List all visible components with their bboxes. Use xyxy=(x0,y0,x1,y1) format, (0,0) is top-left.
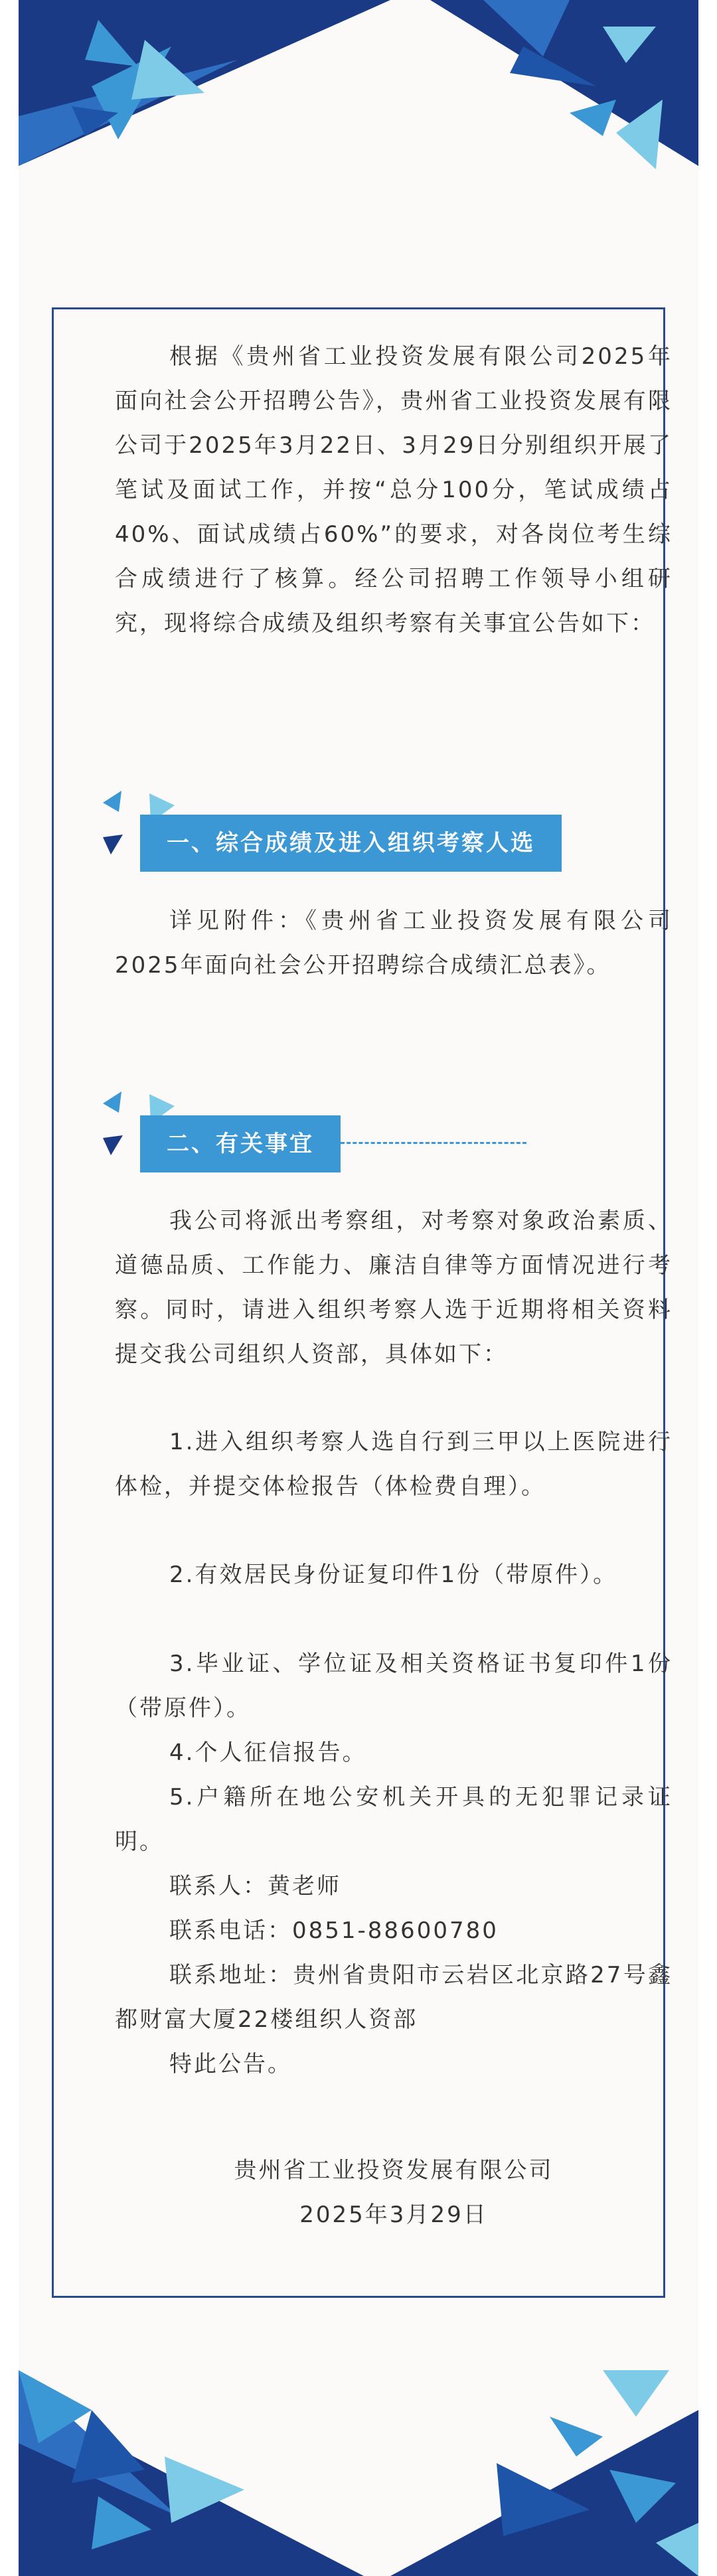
list-item-2: 2.有效居民身份证复印件1份（带原件）。 xyxy=(169,1562,618,1588)
contact-person: 联系人：黄老师 xyxy=(169,1873,341,1899)
list-item-3: 3.毕业证、学位证及相关资格证书复印件1份（带原件）。 xyxy=(115,1650,673,1722)
list-item-5: 5.户籍所在地公安机关开具的无犯罪记录证明。 xyxy=(115,1784,673,1855)
section1-body: 详见附件：《贵州省工业投资发展有限公司2025年面向社会公开招聘综合成绩汇总表》。 xyxy=(115,908,673,979)
signature-date: 2025年3月29日 xyxy=(299,2202,488,2228)
page-canvas xyxy=(19,0,698,2576)
top-banner-decoration xyxy=(19,0,698,193)
section1-heading xyxy=(115,791,673,856)
section2-dashed-line xyxy=(341,1142,526,1144)
closing-text: 特此公告。 xyxy=(169,2051,292,2077)
announcement-frame xyxy=(52,307,673,2298)
list-item-4: 4.个人征信报告。 xyxy=(169,1739,367,1766)
contact-phone: 联系电话：0851-88600780 xyxy=(169,1917,499,1944)
list-item-1: 1.进入组织考察人选自行到三甲以上医院进行体检，并提交体检报告（体检费自理）。 xyxy=(115,1429,673,1500)
bottom-banner-decoration xyxy=(19,2370,698,2576)
section2-title: 二、有关事宜 xyxy=(140,1115,341,1172)
signature-company: 贵州省工业投资发展有限公司 xyxy=(234,2157,554,2184)
intro-paragraph: 根据《贵州省工业投资发展有限公司2025年面向社会公开招聘公告》，贵州省工业投资发展有限公司于2025年3月22日、3月29日分别组织开展了笔试及面试工作，并按“总分100分，笔试成绩占40%、面试成绩占60%”的要求，对各岗位考生综合成绩进行了核算。经公司招聘工作领导小组研究，现将综合成绩及组织考察有关事宜公告如下： xyxy=(115,343,673,637)
section2-heading xyxy=(115,1091,673,1157)
section1-title: 一、综合成绩及进入组织考察人选 xyxy=(140,815,562,872)
section2-body: 我公司将派出考察组，对考察对象政治素质、道德品质、工作能力、廉洁自律等方面情况进行考察。同时，请进入组织考察人选于近期将相关资料提交我公司组织人资部，具体如下： xyxy=(115,1208,673,1368)
contact-address: 联系地址：贵州省贵阳市云岩区北京路27号鑫都财富大厦22楼组织人资部 xyxy=(115,1962,673,2033)
